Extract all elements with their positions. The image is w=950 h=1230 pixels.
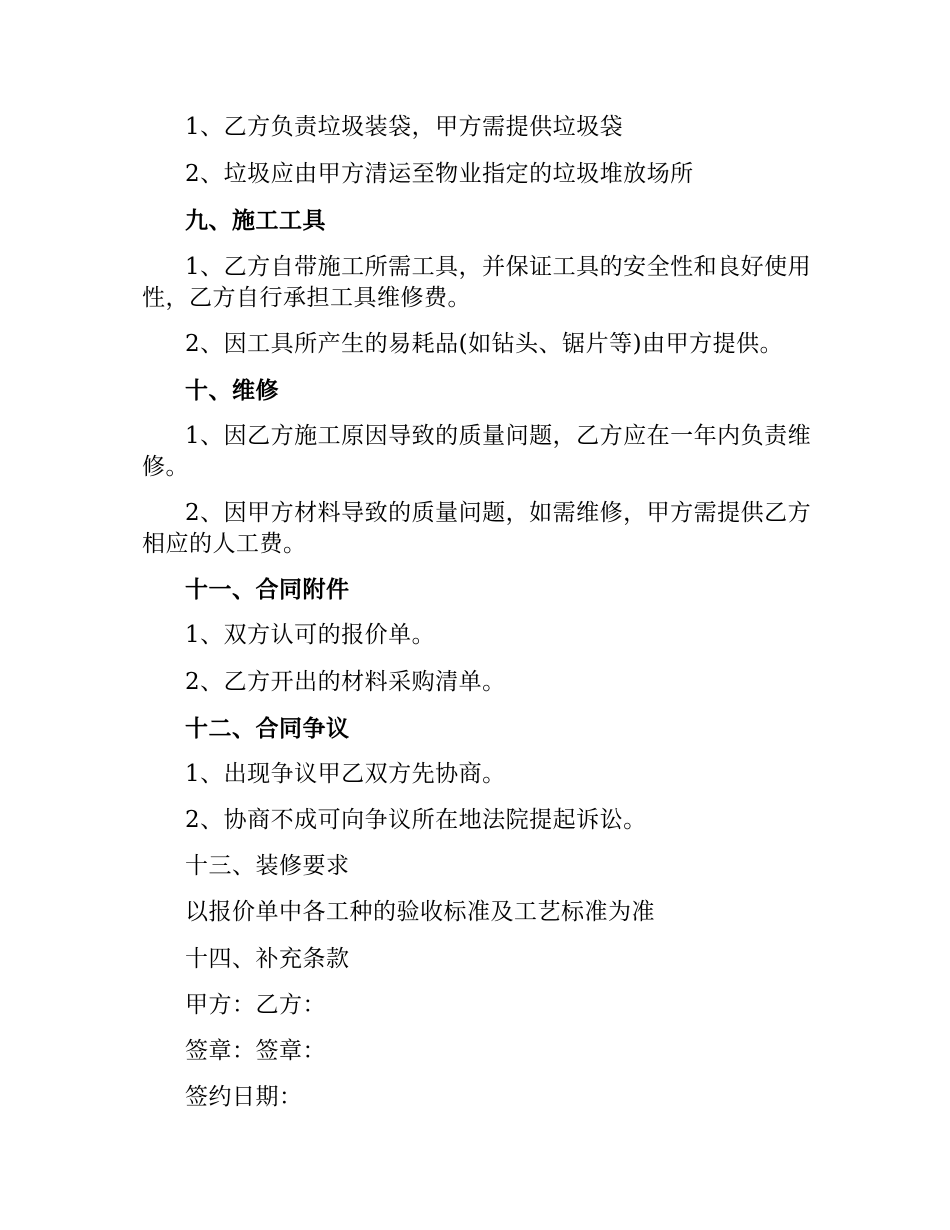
section-heading-disputes: 十二、合同争议 — [185, 715, 350, 742]
section-heading-attachments: 十一、合同附件 — [185, 576, 350, 603]
clause-garbage-removal: 2、垃圾应由甲方清运至物业指定的垃圾堆放场所 — [185, 161, 694, 187]
section-heading-tools: 九、施工工具 — [185, 207, 326, 234]
clause-requirements-standard: 以报价单中各工种的验收标准及工艺标准为准 — [185, 899, 655, 925]
clause-tools-own: 1、乙方自带施工所需工具，并保证工具的安全性和良好使用性，乙方自行承担工具维修费。 — [142, 254, 812, 311]
signature-date: 签约日期： — [185, 1084, 303, 1110]
section-heading-repair: 十、维修 — [185, 377, 279, 404]
clause-attachment-purchase-list: 2、乙方开出的材料采购清单。 — [185, 669, 506, 695]
clause-dispute-negotiate: 1、出现争议甲乙双方先协商。 — [185, 761, 506, 787]
clause-repair-owner-materials: 2、因甲方材料导致的质量问题，如需维修，甲方需提供乙方相应的人工费。 — [142, 500, 812, 557]
clause-repair-contractor: 1、因乙方施工原因导致的质量问题，乙方应在一年内负责维修。 — [142, 423, 812, 480]
clause-attachment-quotation: 1、双方认可的报价单。 — [185, 622, 436, 648]
signature-parties: 甲方：乙方： — [185, 992, 326, 1018]
signature-seals: 签章：签章： — [185, 1038, 326, 1064]
clause-tools-consumables: 2、因工具所产生的易耗品(如钻头、锯片等)由甲方提供。 — [185, 331, 784, 357]
clause-dispute-court: 2、协商不成可向争议所在地法院提起诉讼。 — [185, 807, 647, 833]
clause-garbage-bagging: 1、乙方负责垃圾装袋，甲方需提供垃圾袋 — [185, 114, 624, 140]
section-heading-requirements: 十三、装修要求 — [185, 853, 350, 879]
section-heading-supplementary: 十四、补充条款 — [185, 946, 350, 972]
